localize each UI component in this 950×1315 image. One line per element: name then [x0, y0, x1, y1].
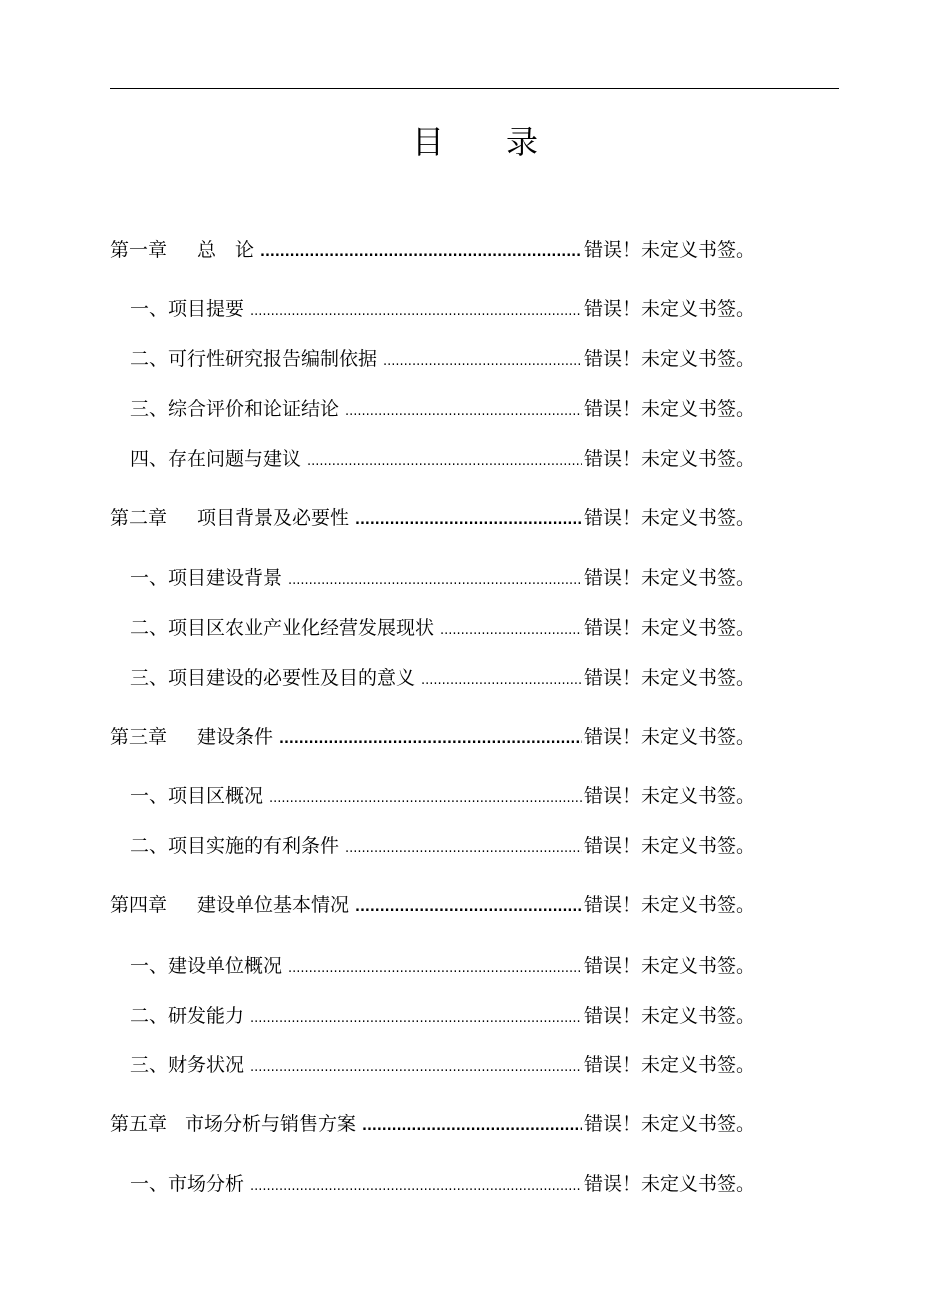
toc-entry-label: 一、项目区概况 [130, 785, 264, 807]
toc-section-entry[interactable] [110, 563, 755, 593]
toc-page-reference: 错误！未定义书签。 [583, 298, 755, 320]
toc-entry-label: 第三章 [110, 726, 168, 748]
toc-entry-label: 三、财务状况 [130, 1054, 245, 1076]
toc-page-reference: 错误！未定义书签。 [583, 894, 755, 916]
toc-section-entry[interactable] [110, 781, 755, 811]
toc-dot-leader [250, 1004, 582, 1034]
toc-dot-leader [345, 834, 582, 864]
toc-dot-leader [288, 954, 582, 984]
toc-page-reference: 错误！未定义书签。 [583, 667, 755, 689]
toc-page-reference: 错误！未定义书签。 [583, 835, 755, 857]
toc-dot-leader [421, 666, 582, 696]
toc-section-entry[interactable] [110, 1169, 755, 1199]
toc-entry-label: 一、建设单位概况 [130, 955, 283, 977]
toc-dot-leader [288, 566, 582, 596]
toc-page-reference: 错误！未定义书签。 [583, 1054, 755, 1076]
toc-page-reference: 错误！未定义书签。 [583, 785, 755, 807]
toc-entry-label: 一、项目建设背景 [130, 567, 283, 589]
toc-dot-leader [362, 1112, 582, 1142]
toc-dot-leader [345, 397, 582, 427]
toc-page-reference: 错误！未定义书签。 [583, 726, 755, 748]
toc-page-reference: 错误！未定义书签。 [583, 239, 755, 261]
toc-dot-leader [383, 347, 582, 377]
toc-entry-label: 第四章 [110, 894, 168, 916]
toc-entry-title: 建设单位基本情况 [197, 894, 350, 916]
toc-chapter-entry[interactable] [110, 722, 755, 752]
toc-dot-leader [307, 447, 582, 477]
toc-page-reference: 错误！未定义书签。 [583, 1005, 755, 1027]
toc-page-reference: 错误！未定义书签。 [583, 507, 755, 529]
toc-entry-label: 二、项目区农业产业化经营发展现状 [130, 617, 435, 639]
toc-title-part2: 录 [506, 123, 539, 161]
toc-entry-label: 第二章 [110, 507, 168, 529]
toc-section-entry[interactable] [110, 344, 755, 374]
toc-entry-title: 总 论 [197, 239, 255, 261]
toc-section-entry[interactable] [110, 831, 755, 861]
toc-dot-leader [355, 893, 582, 923]
toc-section-entry[interactable] [110, 1050, 755, 1080]
toc-page-reference: 错误！未定义书签。 [583, 1173, 755, 1195]
toc-page-reference: 错误！未定义书签。 [583, 398, 755, 420]
toc-dot-leader [250, 297, 582, 327]
toc-chapter-entry[interactable] [110, 1109, 755, 1139]
toc-section-entry[interactable] [110, 951, 755, 981]
toc-dot-leader [260, 238, 582, 268]
toc-entry-label: 第五章 [110, 1113, 168, 1135]
toc-section-entry[interactable] [110, 613, 755, 643]
toc-title-part1: 目 [411, 123, 444, 161]
toc-entry-label: 一、市场分析 [130, 1173, 245, 1195]
toc-page-reference: 错误！未定义书签。 [583, 1113, 755, 1135]
toc-entry-title: 项目背景及必要性 [197, 507, 350, 529]
toc-page-reference: 错误！未定义书签。 [583, 955, 755, 977]
toc-entry-label: 三、综合评价和论证结论 [130, 398, 340, 420]
toc-entry-label: 二、研发能力 [130, 1005, 245, 1027]
toc-section-entry[interactable] [110, 663, 755, 693]
toc-dot-leader [250, 1053, 582, 1083]
toc-chapter-entry[interactable] [110, 503, 755, 533]
toc-entry-label: 二、项目实施的有利条件 [130, 835, 340, 857]
toc-section-entry[interactable] [110, 444, 755, 474]
toc-page-reference: 错误！未定义书签。 [583, 567, 755, 589]
toc-entry-label: 四、存在问题与建议 [130, 448, 302, 470]
toc-dot-leader [440, 616, 582, 646]
toc-dot-leader [279, 725, 582, 755]
toc-page-reference: 错误！未定义书签。 [583, 448, 755, 470]
toc-entry-label: 第一章 [110, 239, 168, 261]
toc-dot-leader [250, 1172, 582, 1202]
toc-page-reference: 错误！未定义书签。 [583, 617, 755, 639]
toc-entry-title: 市场分析与销售方案 [185, 1113, 357, 1135]
toc-entry-label: 二、可行性研究报告编制依据 [130, 348, 378, 370]
toc-dot-leader [355, 506, 582, 536]
toc-entry-label: 三、项目建设的必要性及目的意义 [130, 667, 416, 689]
toc-entry-title: 建设条件 [197, 726, 274, 748]
toc-section-entry[interactable] [110, 294, 755, 324]
toc-dot-leader [269, 784, 582, 814]
toc-entry-label: 一、项目提要 [130, 298, 245, 320]
toc-page-reference: 错误！未定义书签。 [583, 348, 755, 370]
toc-chapter-entry[interactable] [110, 890, 755, 920]
toc-chapter-entry[interactable] [110, 235, 755, 265]
toc-section-entry[interactable] [110, 1001, 755, 1031]
toc-section-entry[interactable] [110, 394, 755, 424]
